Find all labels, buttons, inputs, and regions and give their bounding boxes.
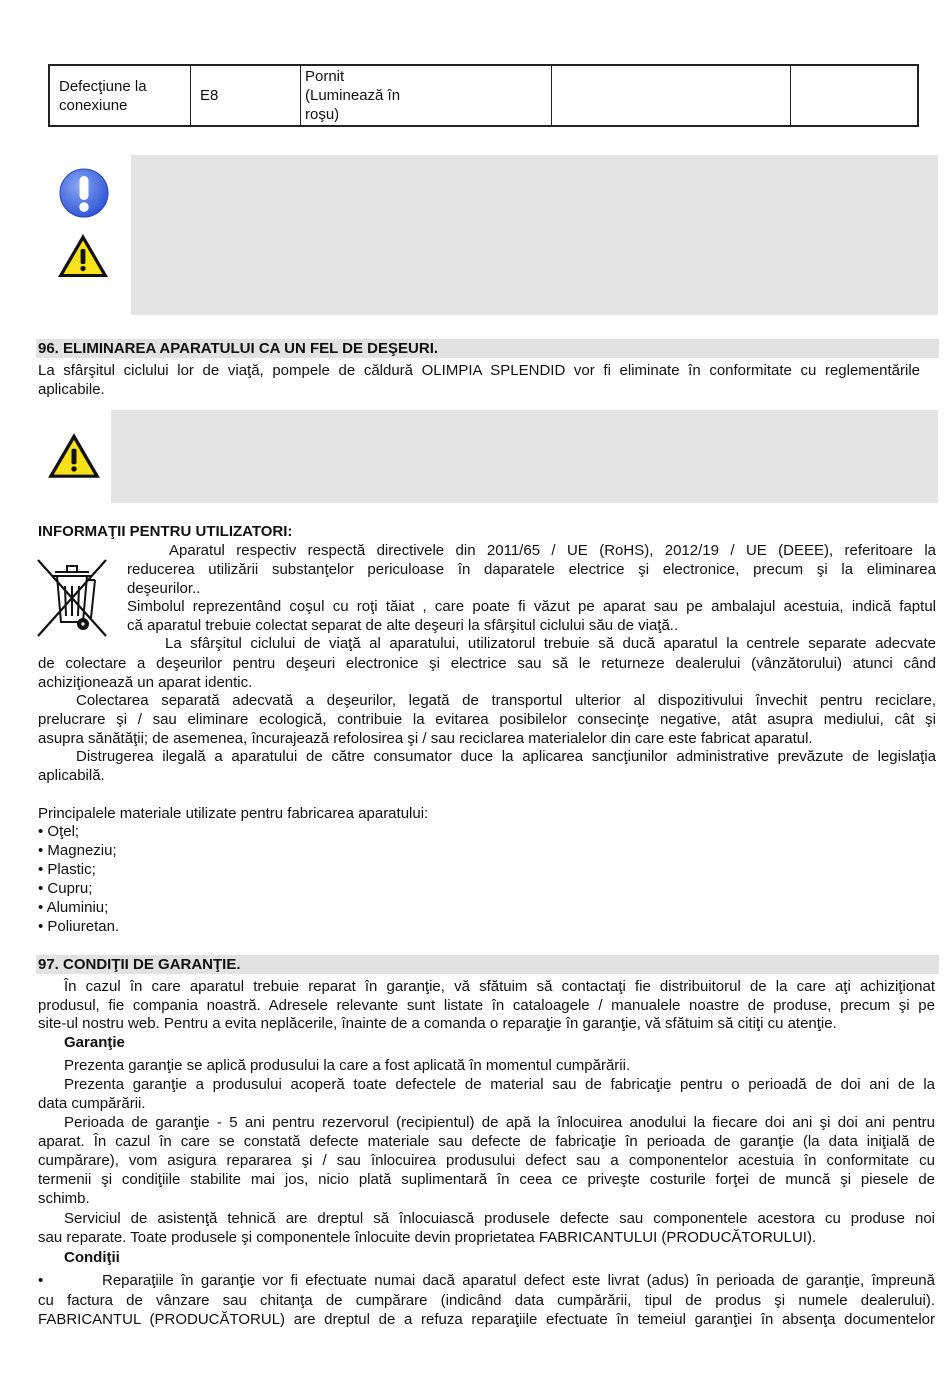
user-info-paragraph: deşeurilor.. bbox=[127, 580, 201, 597]
conditions-paragraph: FABRICANTUL (PRODUCĂTORUL) are dreptul de a refuza reparaţiile efectuate în temeiul garanţiei în absenţa documentelor bbox=[38, 1311, 935, 1328]
user-info-paragraph: La sfârşitul ciclului de viaţă al aparatului, utilizatorul trebuie să ducă aparatul la centrele separate adecvate bbox=[165, 635, 936, 652]
user-info-paragraph: că aparatul trebuie colectat separat de alte deşeuri la sfârşitul ciclului său de viaţă.. bbox=[127, 617, 679, 634]
warranty-subheading: Garanţie bbox=[64, 1034, 125, 1051]
section-96-heading: 96. ELIMINAREA APARATULUI CA UN FEL DE DEŞEURI. bbox=[36, 339, 939, 358]
list-item: • Poliuretan. bbox=[38, 918, 120, 935]
warranty-paragraph: schimb. bbox=[38, 1190, 90, 1207]
notice-box bbox=[131, 155, 938, 315]
warranty-paragraph: data cumpărării. bbox=[38, 1095, 146, 1112]
warranty-paragraph: aparat. În cazul în care se constată defecte materiale sau defecte de fabricaţie în perioada de garanţie (la data iniţială de bbox=[38, 1133, 935, 1150]
warranty-paragraph: Prezenta garanţie se aplică produsului la care a fost aplicată în momentul cumpărării. bbox=[64, 1057, 631, 1074]
conditions-subheading: Condiţii bbox=[64, 1249, 120, 1266]
materials-intro: Principalele materiale utilizate pentru fabricarea aparatului: bbox=[38, 805, 429, 822]
bullet: • bbox=[38, 1272, 44, 1289]
table-cell-empty bbox=[791, 66, 917, 125]
user-info-paragraph: achiziţionează un aparat identic. bbox=[38, 674, 253, 691]
user-info-paragraph: Colectarea separată adecvată a deşeurilor, legată de transportul ulterior al dispozitivului învechit pentru reciclare, bbox=[76, 692, 936, 709]
crossed-out-bin-icon bbox=[35, 556, 109, 644]
user-info-paragraph: prelucrare şi / sau eliminare ecologică, contribuie la evitarea posibilelor consecinţe negative, atât asupra mediului, cât şi bbox=[38, 711, 936, 728]
warranty-paragraph: cumpărare), vom asigura repararea şi / sau înlocuirea produsului defect sau a componentelor acestuia în conformitate cu bbox=[38, 1152, 935, 1169]
user-info-paragraph: Distrugerea ilegală a aparatului de către consumator duce la aplicarea sancţiunilor administrative prevăzute de legislaţia bbox=[76, 748, 936, 765]
section-96-intro: La sfârşitul ciclului lor de viaţă, pompele de căldură OLIMPIA SPLENDID vor fi eliminate în conformitate cu reglementările bbox=[38, 362, 920, 379]
table-cell-empty bbox=[552, 66, 791, 125]
warranty-paragraph: site-ul nostru web. Pentru a evita neplăcerile, înainte de a comanda o reparaţie în garanţie, vă sfătuim să citiţi cu atenţie. bbox=[38, 1015, 837, 1032]
warranty-paragraph: În cazul în care aparatul trebuie reparat în garanţie, vă sfătuim să contactaţi fie distribuitorul de la care aţi achiziţionat bbox=[64, 978, 935, 995]
warranty-paragraph: produsul, fie compania noastră. Adresele relevante sunt listate în cataloagele / manualele noastre de produse, precum şi pe bbox=[38, 997, 935, 1014]
list-item: • Aluminiu; bbox=[38, 899, 109, 916]
conditions-paragraph: cu factura de vânzare sau chitanţa de cumpărare (indicând data cumpărării, tipul de produs şi numele dealerului). bbox=[38, 1292, 935, 1309]
list-item: • Plastic; bbox=[38, 861, 96, 878]
table-cell-status: Pornit (Luminează în roşu) bbox=[301, 66, 552, 125]
section-96-intro: aplicabile. bbox=[38, 381, 105, 398]
warning-triangle-icon bbox=[56, 232, 110, 284]
table-cell-description: Defecţiune la conexiune bbox=[50, 66, 191, 125]
user-info-paragraph: Simbolul reprezentând coşul cu roţi tăiat , care poate fi văzut pe aparat sau pe ambalajul acestuia, indică faptul bbox=[127, 598, 936, 615]
section-97-heading: 97. CONDIŢII DE GARANŢIE. bbox=[36, 955, 939, 974]
warranty-paragraph: termenii şi condiţiile stabilite mai jos, nicio plată suplimentară în ceea ce priveşte costurile forţei de muncă şi piesele de bbox=[38, 1171, 935, 1188]
list-item: • Magneziu; bbox=[38, 842, 117, 859]
warranty-paragraph: Perioada de garanţie - 5 ani pentru rezervorul (recipientul) de apă la înlocuirea anodului la fiecare doi ani şi doi ani pentru bbox=[64, 1114, 935, 1131]
user-info-paragraph: reducerea utilizării substanţelor periculoase în daparatele electrice şi electronice, precum şi la eliminarea bbox=[127, 561, 936, 578]
user-info-paragraph: asupra sănătăţii; de asemenea, încurajează refolosirea şi / sau reciclarea materialelor din care este fabricat aparatul. bbox=[38, 730, 813, 747]
exclamation-info-icon bbox=[59, 168, 109, 222]
error-table bbox=[48, 64, 919, 127]
user-info-paragraph: Aparatul respectiv respectă directivele din 2011/65 / UE (RoHS), 2012/19 / UE (DEEE), referitoare la bbox=[169, 542, 936, 559]
warning-triangle-icon bbox=[46, 431, 102, 485]
conditions-paragraph: Reparaţiile în garanţie vor fi efectuate numai dacă aparatul defect este livrat (adus) în perioada de garanţie, împreună bbox=[102, 1272, 935, 1289]
list-item: • Oţel; bbox=[38, 823, 80, 840]
warranty-paragraph: sau reparate. Toate produsele şi componentele înlocuite devin proprietatea FABRICANTULUI (PRODUCĂTORULUI). bbox=[38, 1229, 817, 1246]
list-item: • Cupru; bbox=[38, 880, 93, 897]
user-info-heading: INFORMAŢII PENTRU UTILIZATORI: bbox=[38, 523, 293, 540]
warning-box bbox=[111, 410, 938, 503]
warranty-paragraph: Prezenta garanţie a produsului acoperă toate defectele de material sau de fabricaţie pentru o perioadă de doi ani de la bbox=[64, 1076, 935, 1093]
user-info-paragraph: aplicabilă. bbox=[38, 767, 105, 784]
warranty-paragraph: Serviciul de asistenţă tehnică are dreptul să înlocuiască produsele defecte sau componentele acestora cu produse noi bbox=[64, 1210, 935, 1227]
user-info-paragraph: de colectare a deşeurilor pentru deşeuri electronice şi electrice sau să le returneze dealerului (vânzătorului) atunci când bbox=[38, 655, 936, 672]
table-cell-code: E8 bbox=[191, 66, 301, 125]
